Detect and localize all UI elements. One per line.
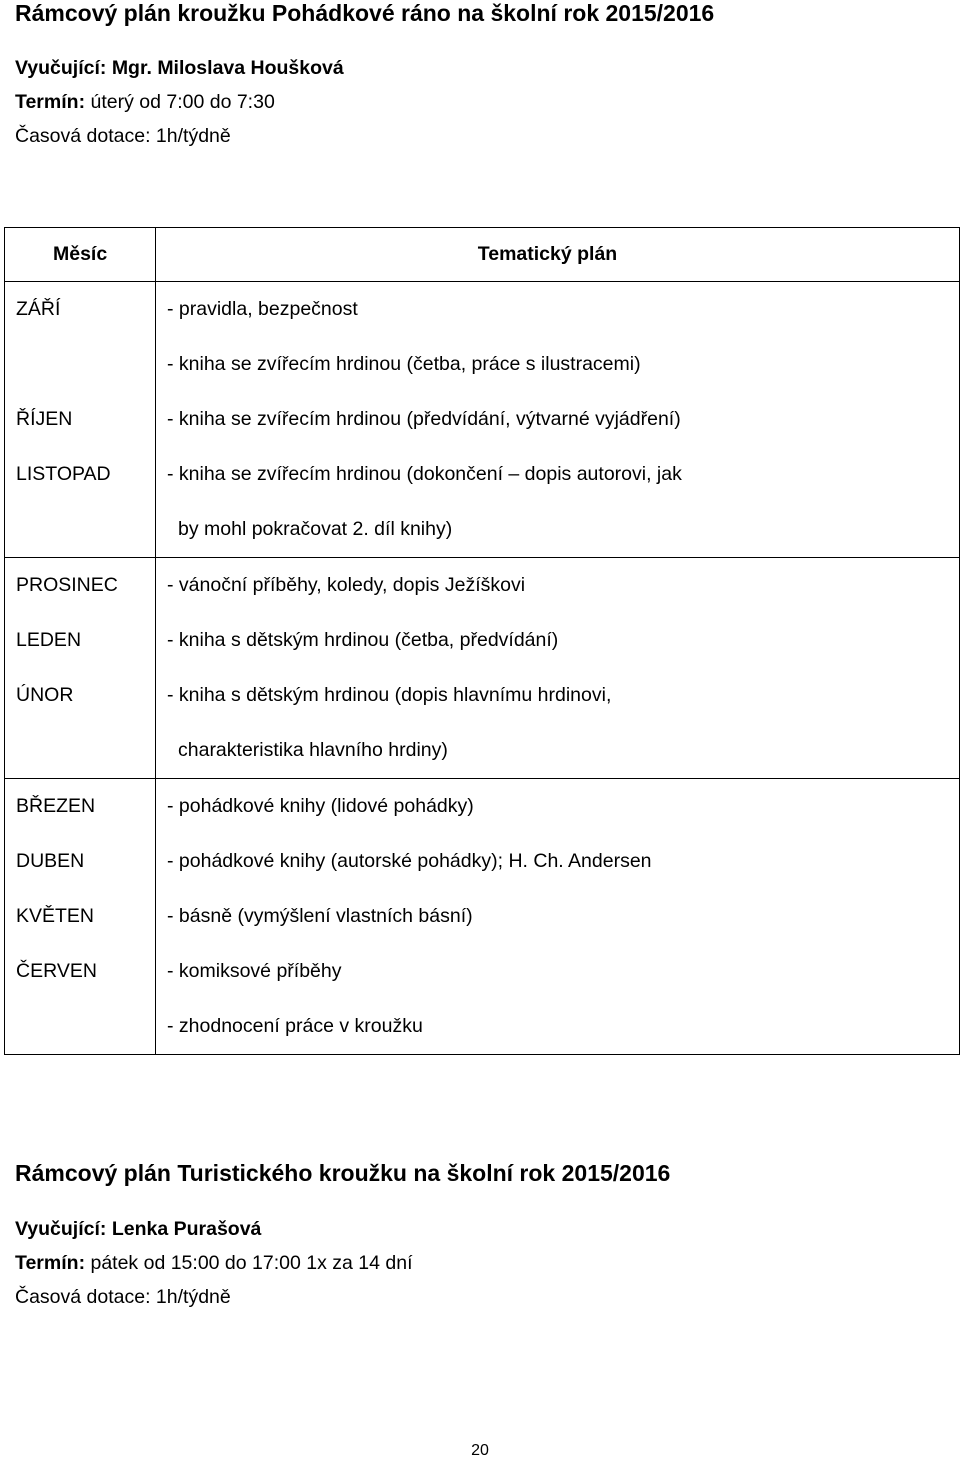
term-value: pátek od 15:00 do 17:00 1x za 14 dní [90,1252,413,1274]
teacher-value: Mgr. Miloslava Houšková [111,57,344,79]
table-row [5,282,960,558]
month-label: ČERVEN [16,960,97,982]
section2-term [15,1250,413,1276]
topic-item: - zhodnocení práce v kroužku [167,1015,423,1037]
topic-item-continuation: by mohl pokračovat 2. díl knihy) [178,518,453,540]
month-label [5,337,155,392]
teacher-value: Lenka Purašová [111,1218,262,1240]
topic-item: - kniha s dětským hrdinou (dopis hlavnímu hrdinovi, [167,684,612,706]
section1-teacher [15,55,344,81]
section1-title: Rámcový plán kroužku Pohádkové ráno na školní rok 2015/2016 [15,0,715,26]
teacher-label: Vyučující: [15,57,107,79]
section2-dotation: Časová dotace: 1h/týdně [15,1286,231,1308]
month-label: ÚNOR [16,684,74,706]
topic-item: - kniha se zvířecím hrdinou (četba, práce s ilustracemi) [167,353,641,375]
term-label: Termín: [15,1252,86,1274]
topic-item: - pravidla, bezpečnost [167,298,358,320]
month-label: BŘEZEN [16,795,96,817]
table-row [5,558,960,779]
month-header: Měsíc [5,228,156,282]
section1-term [15,89,275,115]
month-label [5,723,155,778]
month-cell [5,282,156,558]
topic-item: - pohádkové knihy (lidové pohádky) [167,795,474,817]
month-label: KVĚTEN [16,905,95,927]
topic-cell [156,558,960,779]
table-header-row [5,228,960,282]
topic-item: - komiksové příběhy [167,960,342,982]
section2-title: Rámcový plán Turistického kroužku na školní rok 2015/2016 [15,1160,671,1186]
month-cell [5,779,156,1055]
section1-dotation: Časová dotace: 1h/týdně [15,125,231,147]
month-label: ŘÍJEN [16,408,73,430]
topic-cell [156,779,960,1055]
month-label: LISTOPAD [16,463,111,485]
topic-item-continuation: charakteristika hlavního hrdiny) [178,739,448,761]
month-cell [5,558,156,779]
topic-item: - kniha s dětským hrdinou (četba, předvídání) [167,629,559,651]
topic-item: - vánoční příběhy, koledy, dopis Ježíškovi [167,574,526,596]
topic-item: - pohádkové knihy (autorské pohádky); H. Ch. Andersen [167,850,652,872]
table-row [5,779,960,1055]
section2-teacher [15,1216,261,1242]
term-label: Termín: [15,91,86,113]
month-label [5,999,155,1054]
plan-table [4,227,960,1055]
month-label: DUBEN [16,850,85,872]
month-label [5,502,155,557]
month-label: LEDEN [16,629,82,651]
page-number: 20 [471,1442,489,1459]
term-value: úterý od 7:00 do 7:30 [90,91,275,113]
topic-item: - kniha se zvířecím hrdinou (dokončení – dopis autorovi, jak [167,463,682,485]
month-label: ZÁŘÍ [16,298,61,320]
topic-cell [156,282,960,558]
month-label: PROSINEC [16,574,118,596]
topic-item: - kniha se zvířecím hrdinou (předvídání, výtvarné vyjádření) [167,408,681,430]
theme-header: Tematický plán [156,228,960,282]
topic-item: - básně (vymýšlení vlastních básní) [167,905,473,927]
teacher-label: Vyučující: [15,1218,107,1240]
